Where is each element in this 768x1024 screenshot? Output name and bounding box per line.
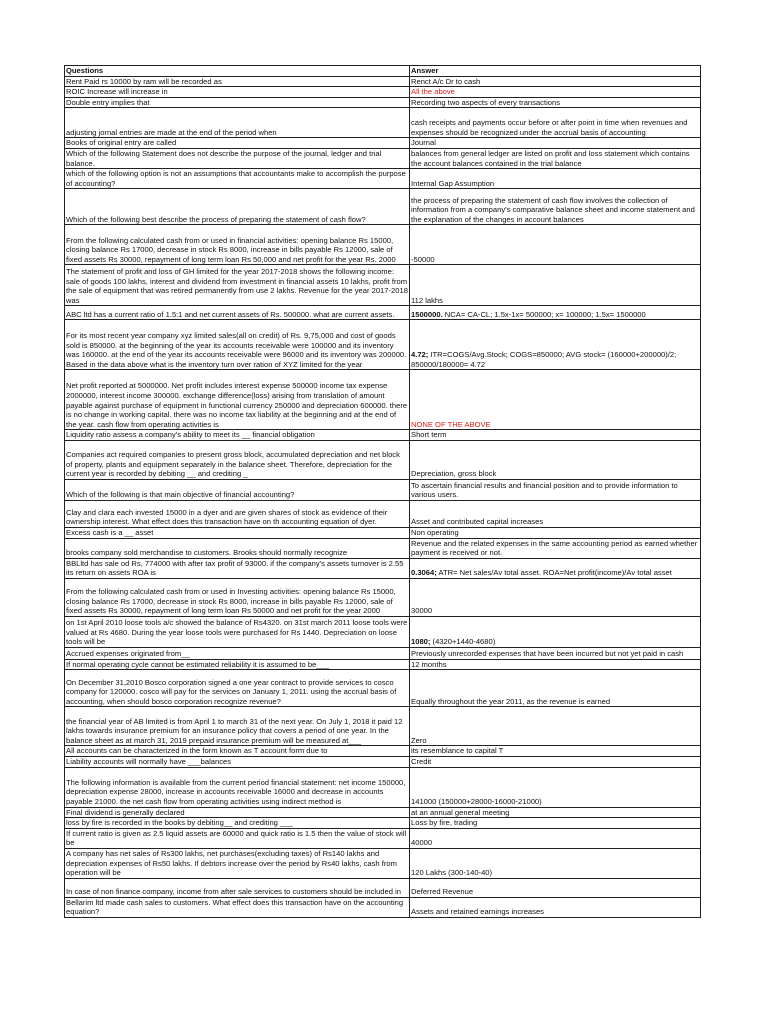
answer-text: All the above bbox=[411, 87, 455, 97]
question-cell: If current ratio is given as 2.5 liquid assets are 60000 and quick ratio is 1.5 then the value of stock will be bbox=[65, 828, 410, 848]
question-cell: the financial year of AB limited is from April 1 to march 31 of the next year. On July 1, 2018 it paid 12 lakhs towards insurance premium for an insurance policy that covers a period of one year. In the balance sheet as at march 31, 2019 prepaid insurance premium will be measured at___ bbox=[65, 707, 410, 746]
answer-text: Credit bbox=[411, 756, 432, 766]
answer-cell bbox=[410, 306, 701, 320]
answer-text: Short term bbox=[411, 430, 447, 440]
question-cell: on 1st April 2010 loose tools a/c showed the balance of Rs4320. on 31st march 2011 loose tools were valued at Rs 4680. During the year loose tools were purchased for Rs 1440. Depreciation on loose tools will be bbox=[65, 616, 410, 647]
table-row bbox=[65, 818, 701, 829]
question-cell: Double entry implies that bbox=[65, 97, 410, 108]
answer-text: (4320+1440-4680) bbox=[430, 637, 496, 647]
answer-result: 0.3064; bbox=[411, 568, 437, 578]
answer-cell bbox=[410, 138, 701, 149]
table-row bbox=[65, 479, 701, 500]
answer-cell bbox=[410, 670, 701, 707]
table-row bbox=[65, 440, 701, 479]
table-row bbox=[65, 169, 701, 189]
answer-text: balances from general ledger are listed on profit and loss statement which contains the account balances contained in the trial balance bbox=[411, 148, 690, 168]
question-cell: If normal operating cycle cannot be estimated reliability it is assumed to be___ bbox=[65, 659, 410, 670]
answer-cell bbox=[410, 189, 701, 225]
answer-cell bbox=[410, 500, 701, 527]
question-cell: Clay and clara each invested 15000 in a dyer and are given shares of stock as evidence of their ownership interest. What effect does this transaction have on th accounting equation of dyer. bbox=[65, 500, 410, 527]
table-row bbox=[65, 558, 701, 578]
answer-text: ITR=COGS/Avg.Stock; COGS=850000; AVG stock= (160000+200000)/2; 850000/180000= 4.72 bbox=[411, 350, 677, 369]
answer-cell bbox=[410, 659, 701, 670]
answer-text: -50000 bbox=[411, 254, 435, 264]
answer-cell bbox=[410, 370, 701, 430]
table-row bbox=[65, 828, 701, 848]
question-cell: The statement of profit and loss of GH limited for the year 2017-2018 shows the following income: sale of goods 100 lakhs, interest and dividend from investment in financial assets 10 lakhs, profit from the sale of equipment that was retired permanently from use 2 lakhs. Revenue for the year 2017-2018 was bbox=[65, 265, 410, 306]
table-row bbox=[65, 659, 701, 670]
answer-text: To ascertain financial results and financial position and to provide information to various users. bbox=[411, 480, 678, 500]
answer-cell bbox=[410, 169, 701, 189]
table-row bbox=[65, 746, 701, 757]
answer-cell bbox=[410, 707, 701, 746]
answer-text: its resemblance to capital T bbox=[411, 746, 504, 756]
answer-text: Recording two aspects of every transactions bbox=[411, 97, 560, 107]
question-cell: Excess cash is a __ asset bbox=[65, 527, 410, 538]
table-row bbox=[65, 430, 701, 441]
table-row bbox=[65, 616, 701, 647]
answer-cell bbox=[410, 320, 701, 370]
question-cell: BBLltd has sale od Rs, 774000 with after tax profit of 93000. if the company's assets turnover is 2.55 its return on assets ROA is bbox=[65, 558, 410, 578]
answer-cell bbox=[410, 897, 701, 917]
answer-text: Zero bbox=[411, 735, 427, 745]
answer-cell bbox=[410, 148, 701, 168]
table-row bbox=[65, 538, 701, 558]
answer-text: Renct A/c Dr to cash bbox=[411, 76, 481, 86]
table-row bbox=[65, 500, 701, 527]
question-cell: which of the following option is not an assumptions that accountants make to accomplish the purpose of accounting? bbox=[65, 169, 410, 189]
answer-text: Journal bbox=[411, 138, 436, 148]
question-cell: A company has net sales of Rs300 lakhs, net purchases(excluding taxes) of Rs140 lakhs and depreciation expenses of Rs50 lakhs. If debtors increase over the period by Rs40 lakhs, cash from operation will be bbox=[65, 848, 410, 878]
table-row bbox=[65, 87, 701, 98]
question-cell: adjusting jornal entries are made at the end of the period when bbox=[65, 108, 410, 138]
table-body bbox=[65, 76, 701, 917]
question-cell: Final dividend is generally declared bbox=[65, 807, 410, 818]
answer-cell bbox=[410, 558, 701, 578]
table-row bbox=[65, 320, 701, 370]
answer-result: 1500000. bbox=[411, 309, 443, 319]
table-row bbox=[65, 265, 701, 306]
answer-cell bbox=[410, 828, 701, 848]
answer-header: Answer bbox=[410, 66, 701, 77]
table-row bbox=[65, 756, 701, 767]
question-cell: Which of the following best describe the process of preparing the statement of cash flow? bbox=[65, 189, 410, 225]
answer-cell bbox=[410, 756, 701, 767]
answer-text: Non operating bbox=[411, 527, 459, 537]
answer-text: 120 Lakhs (300-140-40) bbox=[411, 868, 493, 878]
question-cell: Liability accounts will normally have ___balances bbox=[65, 756, 410, 767]
table-row bbox=[65, 370, 701, 430]
answer-cell bbox=[410, 97, 701, 108]
table-row bbox=[65, 306, 701, 320]
answer-text: Assets and retained earnings increases bbox=[411, 907, 544, 917]
table-row bbox=[65, 97, 701, 108]
question-cell: ROIC Increase will increase in bbox=[65, 87, 410, 98]
answer-text: 12 months bbox=[411, 659, 447, 669]
question-cell: ABC ltd has a current ratio of 1.5:1 and net current assets of Rs. 500000. what are current assets. bbox=[65, 306, 410, 320]
question-cell: Net profit reported at 5000000. Net profit includes interest expense 500000 income tax expense 2000000, interest income 300000. exchange difference(loss) arising from translation of amount payable against purchase of equipment in functional currency 250000 and depreciation 600000. there is no change in working capital. there was no income tax liability at the beginning and at the end of the year. cash flow from operating activities is bbox=[65, 370, 410, 430]
answer-text: 30000 bbox=[411, 606, 433, 616]
question-cell: Bellarim ltd made cash sales to customers. What effect does this transaction have on the accounting equation? bbox=[65, 897, 410, 917]
answer-text: Previously unrecorded expenses that have been incurred but not yet paid in cash bbox=[411, 649, 684, 659]
question-cell: In case of non finance company, income from after sale services to customers should be included in bbox=[65, 878, 410, 897]
table-row bbox=[65, 897, 701, 917]
question-cell: Companies act required companies to present gross block, accumulated depreciation and net block of property, plants and equipment separately in the balance sheet. Therefore, depreciation for the current year is recorded by debiting __ and crediting _ bbox=[65, 440, 410, 479]
question-cell: brooks company sold merchandise to customers. Brooks should normally recognize bbox=[65, 538, 410, 558]
question-cell: The following information is available from the current period financial statement: net income 150000, depreciation expense 28000, increase in accounts receivable 16000 and decrease in accounts payable 21000. the net cash flow from operating activities using indirect method is bbox=[65, 767, 410, 807]
table-row bbox=[65, 807, 701, 818]
answer-text: Revenue and the related expenses in the same accounting period as earned whether payment is received or not. bbox=[411, 538, 698, 558]
question-cell: Books of original entry are called bbox=[65, 138, 410, 149]
question-cell: For its most recent year company xyz limited sales(all on credit) of Rs. 9,75,000 and cost of goods sold is 850000. at the beginning of the year its accounts receivable were 100000 and its inventory was 160000. at the end of the year its accounts receivable were 96000 and its inventory was 200000. Based in the data above what is the inventory turn over ration of XYZ limited for the year bbox=[65, 320, 410, 370]
table-row bbox=[65, 108, 701, 138]
header-row bbox=[65, 66, 701, 77]
answer-cell bbox=[410, 430, 701, 441]
answer-cell bbox=[410, 818, 701, 829]
question-cell: Accrued expenses originated from__ bbox=[65, 647, 410, 659]
table-row bbox=[65, 647, 701, 659]
answer-cell bbox=[410, 108, 701, 138]
answer-cell bbox=[410, 616, 701, 647]
question-cell: Rent Paid rs 10000 by ram will be recorded as bbox=[65, 76, 410, 87]
answer-text: the process of preparing the statement of cash flow involves the collection of information from a company's comparative balance sheet and income statement and the explanation of the changes in account balances bbox=[411, 195, 695, 224]
question-cell: From the following calculated cash from or used in financial activities: opening balance Rs 15000, closing balance Rs 17000, decrease in stock Rs 8000, increase in bills payable Rs 12000, sale of fixed assets Rs 30000, repayment of long term loan Rs 50,000 and net profit for the year Rs. 2000 bbox=[65, 225, 410, 265]
answer-result: 1080; bbox=[411, 637, 431, 647]
answer-cell bbox=[410, 87, 701, 98]
answer-text: Deferred Revenue bbox=[411, 887, 474, 897]
answer-text: 40000 bbox=[411, 838, 433, 848]
question-cell: Which of the following is that main objective of financial accounting? bbox=[65, 479, 410, 500]
answer-text: NONE OF THE ABOVE bbox=[411, 419, 491, 429]
answer-text: at an annual general meeting bbox=[411, 807, 510, 817]
answer-text: Asset and contributed capital increases bbox=[411, 517, 544, 527]
table-row bbox=[65, 148, 701, 168]
answer-cell bbox=[410, 767, 701, 807]
table-row bbox=[65, 707, 701, 746]
answer-text: Internal Gap Assumption bbox=[411, 178, 495, 188]
table-row bbox=[65, 878, 701, 897]
answer-cell bbox=[410, 440, 701, 479]
questions-header: Questions bbox=[65, 66, 410, 77]
answer-text: cash receipts and payments occur before or after point in time when revenues and expenses should be recognized under the accrual basis of accounting bbox=[411, 118, 688, 137]
answer-text: 141000 (150000+28000-16000-21000) bbox=[411, 796, 542, 806]
table-row bbox=[65, 578, 701, 616]
answer-cell bbox=[410, 527, 701, 538]
answer-text: 112 lakhs bbox=[411, 295, 443, 305]
question-cell: All accounts can be characterized in the form known as T account form due to bbox=[65, 746, 410, 757]
answer-cell bbox=[410, 746, 701, 757]
table-row bbox=[65, 225, 701, 265]
question-cell: From the following calculated cash from or used in Investing activities: opening balance Rs 15000, closing balance Rs 17000, decrease in stock Rs 8000, increase in bills payable Rs 12000, sale of fixed assets Rs 30000, repayment of long term loan Rs 50000 and net profit for the year 2000 bbox=[65, 578, 410, 616]
question-cell: Liquidity ratio assess a company's ability to meet its __ financial obligation bbox=[65, 430, 410, 441]
table-row bbox=[65, 848, 701, 878]
table-row bbox=[65, 670, 701, 707]
answer-result: 4.72; bbox=[411, 350, 429, 360]
answer-text: Equally throughout the year 2011, as the revenue is earned bbox=[411, 696, 611, 706]
answer-cell bbox=[410, 538, 701, 558]
answer-cell bbox=[410, 647, 701, 659]
table-row bbox=[65, 189, 701, 225]
answer-cell bbox=[410, 76, 701, 87]
table-row bbox=[65, 76, 701, 87]
answer-text: NCA= CA-CL; 1.5x-1x= 500000; x= 100000; 1.5x= 1500000 bbox=[442, 309, 646, 319]
answer-cell bbox=[410, 578, 701, 616]
answer-cell bbox=[410, 225, 701, 265]
answer-cell bbox=[410, 807, 701, 818]
qa-table bbox=[64, 65, 701, 918]
answer-text: Loss by fire, trading bbox=[411, 818, 478, 828]
answer-text: ATR= Net sales/Av total asset. ROA=Net profit(income)/Av total asset bbox=[436, 568, 672, 578]
answer-cell bbox=[410, 848, 701, 878]
answer-cell bbox=[410, 878, 701, 897]
table-row bbox=[65, 138, 701, 149]
answer-text: Depreciation, gross block bbox=[411, 469, 497, 479]
answer-cell bbox=[410, 265, 701, 306]
table-row bbox=[65, 767, 701, 807]
question-cell: Which of the following Statement does not describe the purpose of the journal, ledger and trial balance. bbox=[65, 148, 410, 168]
question-cell: loss by fire is recorded in the books by debiting__ and crediting ___ bbox=[65, 818, 410, 829]
answer-cell bbox=[410, 479, 701, 500]
table-row bbox=[65, 527, 701, 538]
question-cell: On December 31,2010 Bosco corporation signed a one year contract to provide services to cosco company for 120000. cosco will pay for the services on January 1, 2011. using the accrual basis of accounting, when should bosco corporation recognize revenue? bbox=[65, 670, 410, 707]
